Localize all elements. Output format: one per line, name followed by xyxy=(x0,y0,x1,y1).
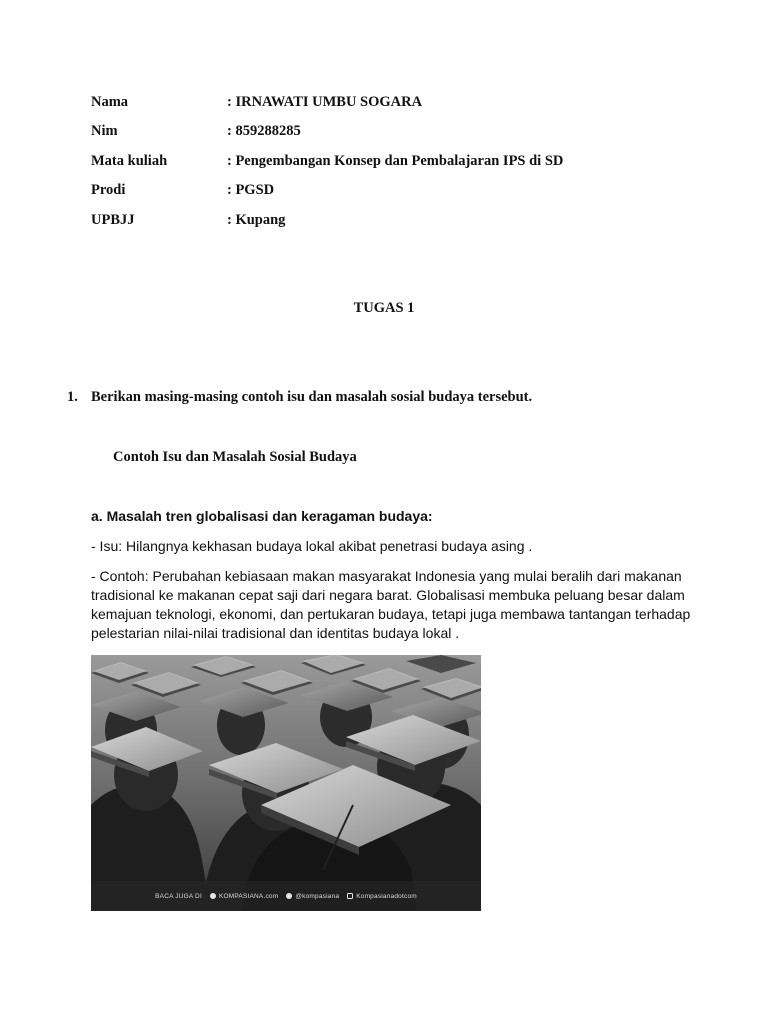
info-label: Prodi xyxy=(91,182,126,198)
info-value: : PGSD xyxy=(227,182,275,198)
section-a-example: - Contoh: Perubahan kebiasaan makan masyarakat Indonesia yang mulai beralih dari makanan tradisional ke makanan cepat saji dari negara barat. Globalisasi membuka peluang besar dalam kemajuan teknologi, ekonomi, dan pertukaran budaya, tetapi juga membawa tantangan terhadap pelestarian nilai-nilai tradisional dan identitas budaya lokal . xyxy=(91,568,691,641)
info-row-upbjj xyxy=(91,212,285,229)
section-a-heading: a. Masalah tren globalisasi dan keragaman budaya: xyxy=(91,508,433,524)
caption-prefix: BACA JUGA DI xyxy=(155,892,202,900)
twitter-icon xyxy=(286,893,292,899)
info-row-mata-kuliah xyxy=(91,153,563,170)
caption-handle-1-text: @kompasiana xyxy=(295,892,340,900)
caption-site-text: KOMPASIANA.com xyxy=(218,892,279,900)
document-title: TUGAS 1 xyxy=(353,300,415,316)
info-value: : 859288285 xyxy=(227,123,301,139)
caption-handle-1 xyxy=(286,893,339,900)
caption-handle-2 xyxy=(347,893,417,900)
info-label: Mata kuliah xyxy=(91,153,168,169)
section-a-issue: - Isu: Hilangnya kekhasan budaya lokal akibat penetrasi budaya asing . xyxy=(91,538,533,554)
info-value: : Pengembangan Konsep dan Pembalajaran IPS di SD xyxy=(227,153,564,169)
info-row-nama xyxy=(91,94,422,111)
instagram-icon xyxy=(347,893,353,899)
info-label: Nim xyxy=(91,123,118,139)
info-row-prodi xyxy=(91,182,274,199)
question-number: 1. xyxy=(67,389,78,405)
photo-watermark xyxy=(91,881,481,911)
info-row-nim xyxy=(91,123,301,140)
info-value: : IRNAWATI UMBU SOGARA xyxy=(227,94,423,110)
caption-site xyxy=(210,893,278,900)
question-1 xyxy=(67,389,532,406)
info-label: UPBJJ xyxy=(91,212,135,228)
question-text: Berikan masing-masing contoh isu dan masalah sosial budaya tersebut. xyxy=(91,389,533,405)
subheading: Contoh Isu dan Masalah Sosial Budaya xyxy=(113,449,357,465)
caption-handle-2-text: Kompasianadotcom xyxy=(356,892,417,900)
info-label: Nama xyxy=(91,94,129,110)
graduation-caps-photo xyxy=(91,655,481,911)
facebook-icon xyxy=(210,893,216,899)
graduation-caps-illustration xyxy=(91,655,481,911)
info-value: : Kupang xyxy=(227,212,286,228)
